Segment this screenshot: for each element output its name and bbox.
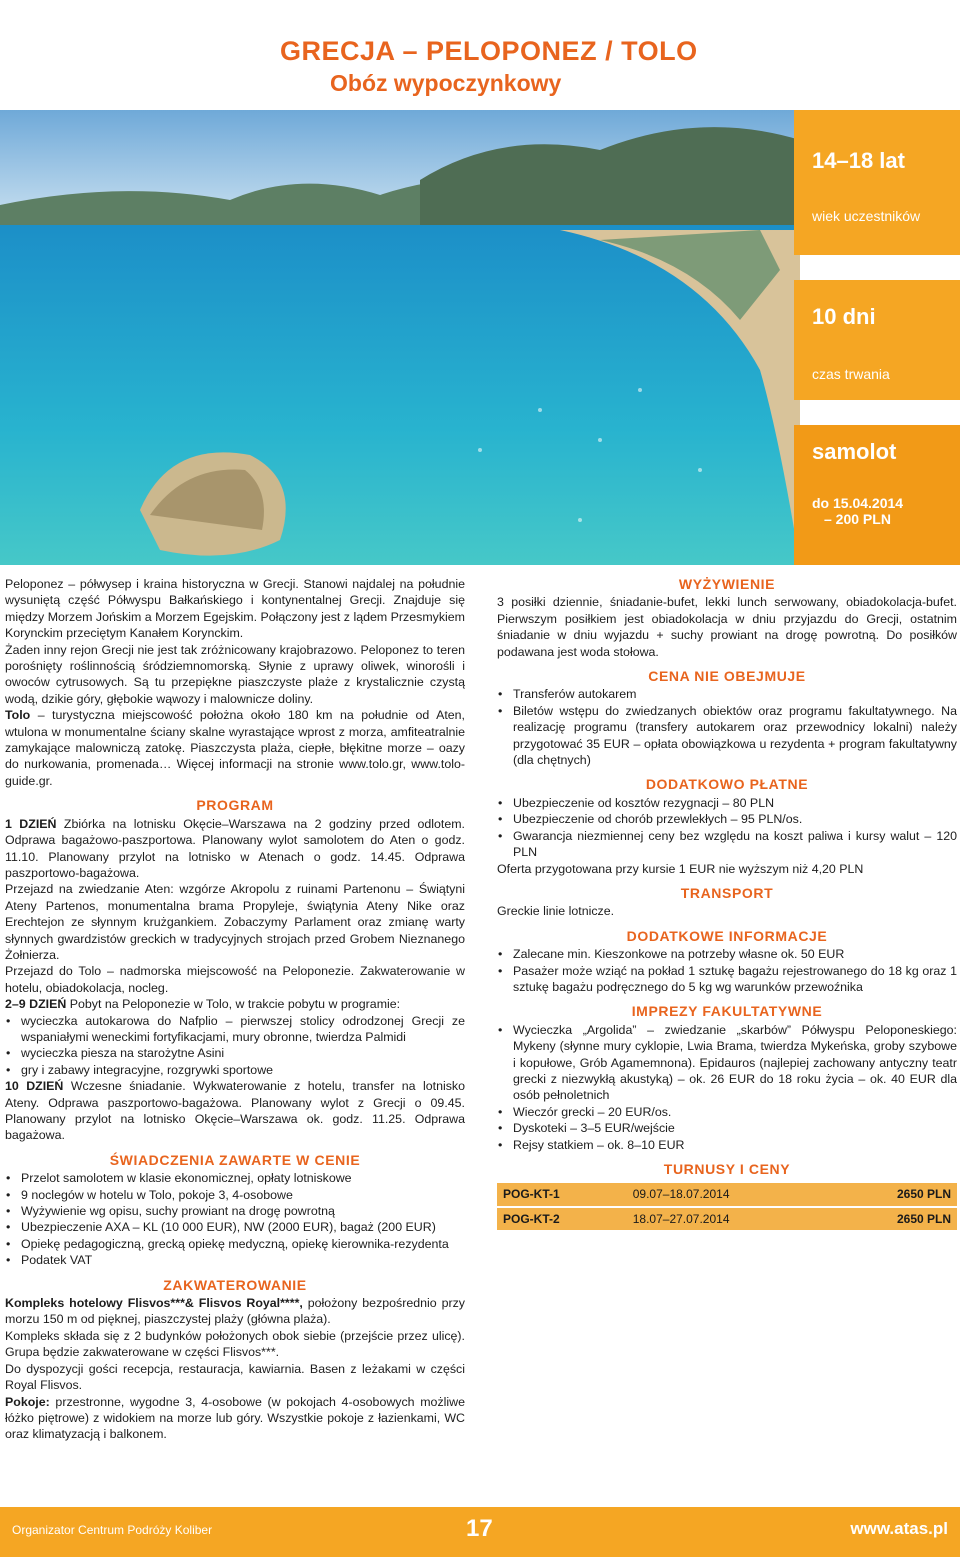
- age-label: wiek uczestników: [812, 208, 921, 224]
- table-row: [497, 1183, 957, 1206]
- list-item: • gry i zabawy integracyjne, rozgrywki sportowe: [5, 1062, 465, 1078]
- organizer-text: Organizator Centrum Podróży Koliber: [12, 1523, 213, 1537]
- info-list: [497, 946, 957, 995]
- intro-paragraph: Peloponez – półwysep i kraina historyczna w Grecji. Stanowi najdalej na południe wysuniętą część Półwyspu Bałkańskiego i kontynentalnej Grecji. Znajduje się między Morzem Jońskim a Morzem Egejskim. Połączony jest z lądem Przesmykiem Korynckim przeciętym Kanałem Korynckim.: [5, 577, 465, 641]
- hotel-paragraph: [5, 1295, 465, 1328]
- website-link[interactable]: www.atas.pl: [850, 1519, 948, 1538]
- hotel-buildings: Kompleks składa się z 2 budynków położonych obok siebie (przejście przez ulicę). Grupa będzie zakwaterowane w części Flisvos***.: [5, 1328, 465, 1360]
- rooms-label: Pokoje:: [5, 1394, 50, 1409]
- exchange-note: Oferta przygotowana przy kursie 1 EUR nie wyższym niż 4,20 PLN: [497, 861, 864, 876]
- day-label: 2–9 DZIEŃ: [5, 997, 67, 1012]
- list-item: • Wyżywienie wg opisu, suchy prowiant na drogę powrotną: [5, 1203, 465, 1219]
- age-value: 14–18 lat: [812, 148, 905, 173]
- intro-paragraph: Żaden inny rejon Grecji nie jest tak zróżnicowany krajobrazowo. Peloponez to teren porośnięty roślinnością śródziemnomorską. Słynie z uprawy oliwek, winorośli i owoców cytrusowych. Są tu przepiękne piaszczyste plaże z krystalicznie czystą wodą, dzikie góry, głębokie wąwozy i malownicze doliny.: [5, 642, 465, 706]
- tolo-text: – turystyczna miejscowość położna około 180 km na południe od Aten, wtulona w monumentalne ściany skalne wyrastające wprost z morza, amfiteatralnie zamykające malowniczą zatokę. Piaszczysta plaża, ciepłe, błękitne morze – oazy do nurkowania, promenada… Więcej informacji na stronie www.tolo.gr, www.tolo-guide.gr.: [5, 708, 465, 788]
- day-label: 10 DZIEŃ: [5, 1079, 64, 1094]
- accommodation-heading: ZAKWATEROWANIE: [163, 1276, 307, 1293]
- header: [0, 0, 960, 108]
- page-title: GRECJA – PELOPONEZ / TOLO: [280, 36, 698, 66]
- list-item: • Transferów autokarem: [497, 686, 957, 702]
- list-item: • Podatek VAT: [5, 1252, 465, 1268]
- page-subtitle: Obóz wypoczynkowy: [330, 70, 562, 96]
- day-1-tolo: Przejazd do Tolo – nadmorska miejscowość na Peloponezie. Zakwaterowanie w hotelu, obiadokolacja, nocleg.: [5, 964, 465, 995]
- hotel-facilities: Do dyspozycji gości recepcja, restauracja, kawiarnia. Basen z leżakami w części Royal Flisvos.: [5, 1361, 465, 1393]
- list-item: • wycieczka piesza na starożytne Asini: [5, 1045, 465, 1061]
- turnus-dates: 09.07–18.07.2014: [627, 1183, 832, 1206]
- transport-badge: [794, 425, 960, 565]
- duration-badge: [794, 280, 960, 400]
- turnus-price: 2650 PLN: [832, 1183, 957, 1206]
- day-label: 1 DZIEŃ: [5, 816, 57, 831]
- promo-amount: – 200 PLN: [824, 511, 891, 527]
- left-column: [5, 576, 465, 1443]
- transport-heading: TRANSPORT: [680, 884, 774, 901]
- day-2-9: [5, 996, 465, 1012]
- hotel-text: położony bezpośrednio przy morzu 150 m od pięknej, piaszczystej plaży (główna plaża).: [5, 1296, 466, 1327]
- day-text: Pobyt na Peloponezie w Tolo, w trakcie pobytu w programie:: [66, 997, 401, 1012]
- turnus-heading: TURNUSY I CENY: [663, 1161, 791, 1177]
- transport-value: samolot: [812, 439, 897, 464]
- program-heading: PROGRAM: [196, 797, 274, 814]
- excluded-list: [497, 686, 957, 768]
- food-text: 3 posiłki dziennie, śniadanie-bufet, lekki lunch serwowany, obiadokolacja-bufet. Pierwszym posiłkiem jest obiadokolacja w dniu przyjazdu do Grecji, ostatnim śniadanie w dniu wyjazdu + suchy prowiant na drogę powrotną. Do posiłków podawana jest woda stołowa.: [497, 595, 957, 659]
- food-heading: WYŻYWIENIE: [678, 576, 776, 592]
- list-item: • Ubezpieczenie od chorób przewlekłych – 95 PLN/os.: [497, 811, 957, 827]
- list-item: • Wycieczka „Argolida” – zwiedzanie „skarbów” Półwyspu Peloponeskiego: Mykeny (słynne mury cyklopie, Lwia Brama, twierdza Mykeńska, groby szybowe i kopułowe, Grób Agamemnona). Epidauros (najlepiej zachowany antyczny teatr grecki z niezwykłą akustyką) – ok. 26 EUR do 18 roku życia – ok. 40 EUR dla osób pełnoletnich: [497, 1022, 957, 1104]
- info-heading: DODATKOWE INFORMACJE: [626, 927, 828, 944]
- included-list: [5, 1170, 465, 1268]
- day-10: [5, 1078, 465, 1144]
- table-row: [497, 1207, 957, 1231]
- list-item: • Przelot samolotem w klasie ekonomicznej, opłaty lotniskowe: [5, 1170, 465, 1186]
- turnus-code: POG-KT-1: [497, 1183, 627, 1206]
- paid-list: [497, 795, 957, 861]
- included-heading: ŚWIADCZENIA ZAWARTE W CENIE: [109, 1151, 361, 1168]
- day-2-9-list: [5, 1013, 465, 1079]
- right-column: [497, 576, 957, 1232]
- optional-heading: IMPREZY FAKULTATYWNE: [631, 1003, 823, 1020]
- turnus-table: [497, 1183, 957, 1232]
- footer: [0, 1507, 960, 1557]
- excluded-heading: CENA NIE OBEJMUJE: [648, 668, 806, 685]
- list-item: • wycieczka autokarowa do Nafplio – pierwszej stolicy odrodzonej Grecji ze wspaniałymi weneckimi fortyfikacjami, mury obronne, twierdza Palmidi: [5, 1013, 465, 1046]
- turnus-code: POG-KT-2: [497, 1207, 627, 1231]
- day-text: Wczesne śniadanie. Wykwaterowanie z hotelu, transfer na lotnisko Ateny. Odprawa paszportowo-bagażowa. Planowany wylot z Grecji o 09.45. Planowany przylot na lotnisko Okęcie–Warszawa ok. godz. 11.25. Odprawa bagażowa.: [5, 1079, 465, 1143]
- optional-list: [497, 1022, 957, 1153]
- list-item: • Dyskoteki – 3–5 EUR/wejście: [497, 1120, 957, 1136]
- list-item: • Gwarancja niezmiennej ceny bez względu na koszt paliwa i kursy walut – 120 PLN: [497, 828, 957, 861]
- day-text: Zbiórka na lotnisku Okęcie–Warszawa na 2 godziny przed odlotem. Odprawa bagażowo-paszportowa. Planowany wylot samolotem do Aten o godz. 11.10. Planowany przylot na lotnisko w Atenach o godz. 14.45. Odprawa paszportowo-bagażowa.: [5, 816, 465, 880]
- list-item: • Ubezpieczenie AXA – KL (10 000 EUR), NW (2000 EUR), bagaż (200 EUR): [5, 1219, 465, 1235]
- list-item: • 9 noclegów w hotelu w Tolo, pokoje 3, 4-osobowe: [5, 1187, 465, 1203]
- turnus-dates: 18.07–27.07.2014: [627, 1207, 832, 1231]
- turnus-price: 2650 PLN: [832, 1207, 957, 1231]
- rooms-text: przestronne, wygodne 3, 4-osobowe (w pokojach 4-osobowych możliwe łóżko piętrowe) z widokiem na morze lub góry. Wszystkie pokoje z łazienkami, WC oraz klimatyzacją i balkonem.: [5, 1394, 465, 1442]
- list-item: • Opiekę pedagogiczną, grecką opiekę medyczną, opiekę kierownika-rezydenta: [5, 1236, 465, 1252]
- list-item: • Rejsy statkiem – ok. 8–10 EUR: [497, 1137, 957, 1153]
- list-item: • Wieczór grecki – 20 EUR/os.: [497, 1104, 957, 1120]
- tolo-label: Tolo: [5, 708, 31, 723]
- day-1-athens: Przejazd na zwiedzanie Aten: wzgórze Akropolu z ruinami Partenonu – Świątyni Ateny Partenos, monumentalna brama Propyleje, świątynia Ateny Nike oraz Erechtejon ze słynnym krużgankiem. Zobaczymy Parlament oraz zmianę warty słynnych gwardzistów greckich w tradycyjnych strojach przed Grobem Nieznanego Żołnierza.: [5, 882, 465, 962]
- list-item: • Pasażer może wziąć na pokład 1 sztukę bagażu rejestrowanego do 18 kg oraz 1 sztukę bagażu podręcznego do 5 kg wg warunków przewoźnika: [497, 963, 957, 996]
- hotel-name: Kompleks hotelowy Flisvos***& Flisvos Royal****,: [5, 1296, 303, 1311]
- day-1: [5, 816, 465, 882]
- page-number: 17: [466, 1515, 493, 1542]
- tolo-paragraph: [5, 707, 465, 789]
- list-item: • Ubezpieczenie od kosztów rezygnacji – 80 PLN: [497, 795, 957, 811]
- list-item: • Biletów wstępu do zwiedzanych obiektów oraz programu fakultatywnego. Na realizację programu (transfery autokarem oraz przewodnicy lokalni) należy przygotować 35 EUR – opłata obowiązkowa u rezydenta + program fakultatywny (dla chętnych): [497, 703, 957, 769]
- promo-date: do 15.04.2014: [812, 495, 904, 511]
- duration-value: 10 dni: [812, 304, 876, 329]
- paid-heading: DODATKOWO PŁATNE: [645, 776, 809, 793]
- transport-text: Greckie linie lotnicze.: [497, 904, 615, 919]
- duration-label: czas trwania: [812, 366, 890, 382]
- age-badge: [794, 110, 960, 255]
- list-item: • Zalecane min. Kieszonkowe na potrzeby własne ok. 50 EUR: [497, 946, 957, 962]
- rooms-paragraph: [5, 1394, 465, 1443]
